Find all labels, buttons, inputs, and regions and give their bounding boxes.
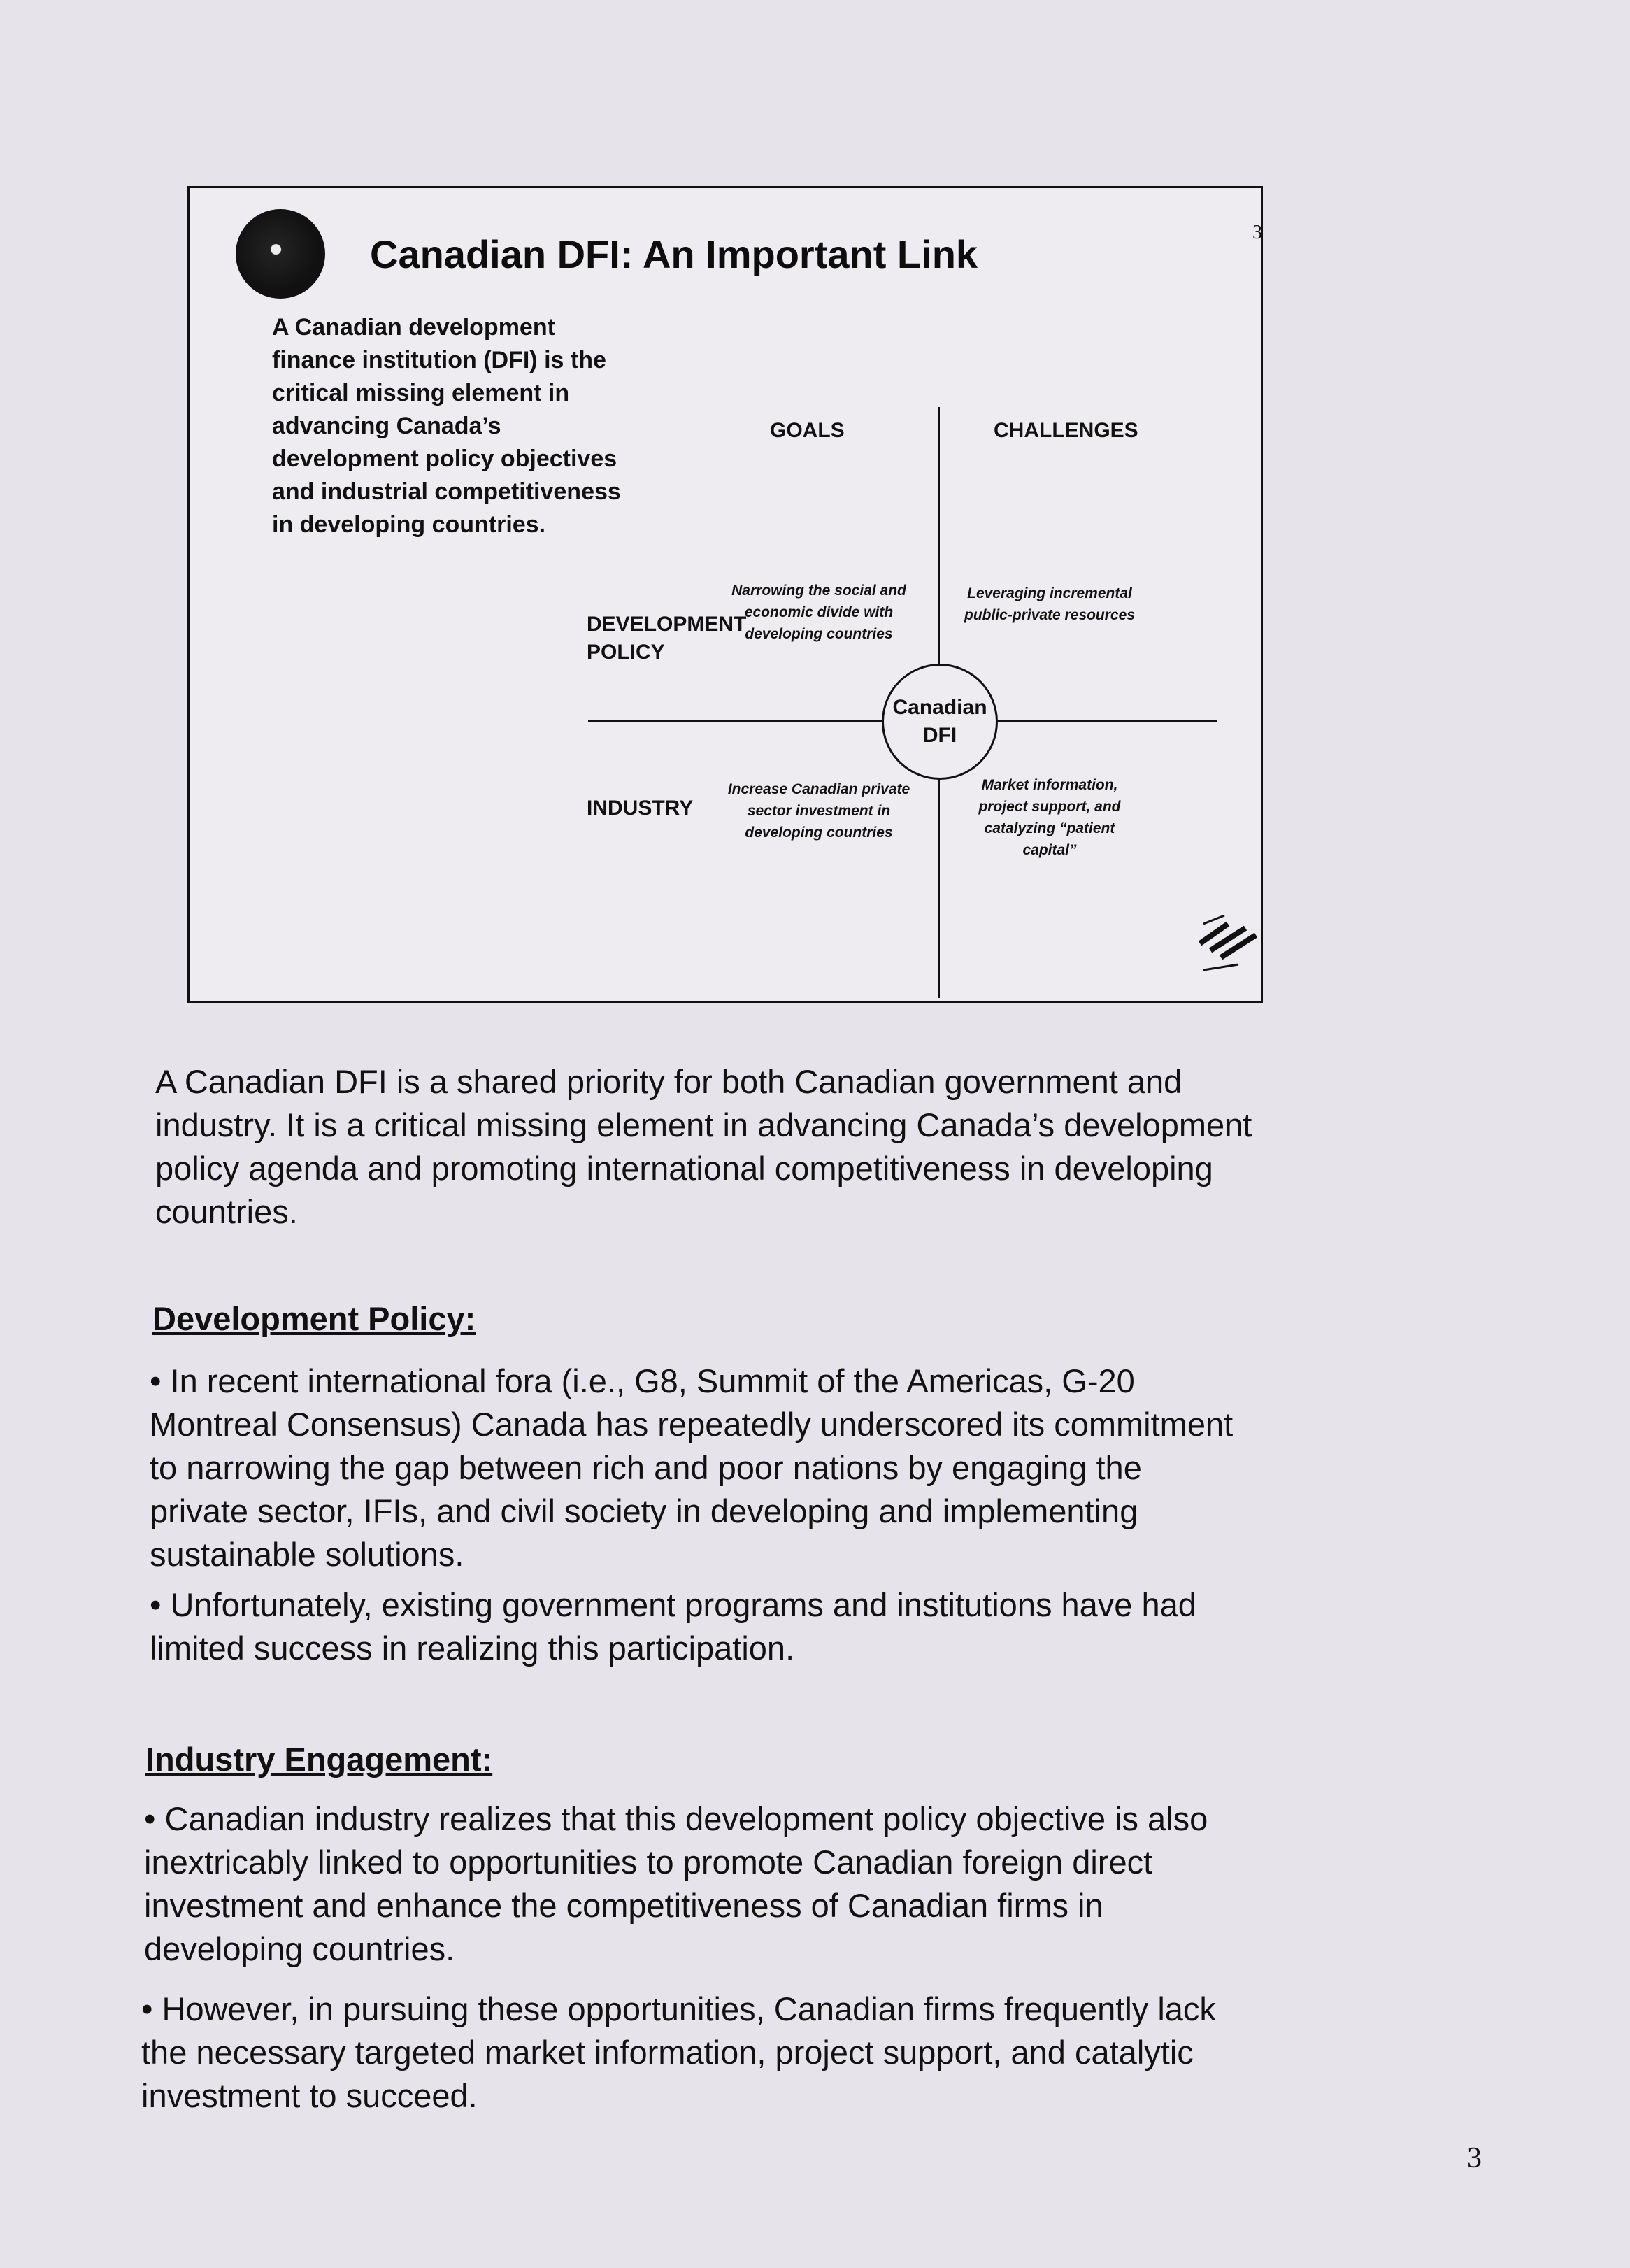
matrix-cell-dev-goal: Narrowing the social and economic divide with developing countries	[731, 583, 906, 642]
matrix-row-label-line2: POLICY	[587, 641, 665, 664]
slide-image	[187, 186, 1263, 1003]
matrix-row-label-line1: DEVELOPMENT	[587, 613, 747, 636]
development-policy-heading: Development Policy:	[152, 1300, 476, 1337]
industry-engagement-heading: Industry Engagement:	[145, 1741, 493, 1778]
globe-logo-icon	[236, 209, 325, 299]
industry-engagement-bullet-2: • However, in pursuing these opportunities, Canadian firms frequently lack the necessary targeted market information, project support, and catalytic investment to succeed.	[141, 1990, 1216, 2114]
matrix-column-challenges: CHALLENGES	[994, 419, 1138, 442]
matrix-cell-dev-challenge: Leveraging incremental public-private resources	[964, 585, 1135, 623]
industry-engagement-bullet-1: • Canadian industry realizes that this development policy objective is also inextricably linked to opportunities to promote Canadian foreign direct investment and enhance the competitiveness of Canadian firms in developing countries.	[144, 1800, 1208, 1967]
slide-body-text: A Canadian development finance institution (DFI) is the critical missing element in advancing Canada’s development policy objectives and industrial competitiveness in developing countries.	[272, 314, 621, 538]
page-number: 3	[1467, 2142, 1482, 2174]
slide-title: Canadian DFI: An Important Link	[370, 232, 978, 276]
circle-label-line1: Canadian	[892, 696, 987, 719]
development-policy-bullet-1: • In recent international fora (i.e., G8, Summit of the Americas, G-20 Montreal Consensus) Canada has repeatedly underscored its commitment to narrowing the gap between rich and poor nations by engaging the private sector, IFIs, and civil society in developing and implementing sustainable solutions.	[150, 1362, 1234, 1573]
canadian-dfi-circle	[882, 664, 998, 780]
intro-paragraph: A Canadian DFI is a shared priority for both Canadian government and industry. It is a critical missing element in advancing Canada’s development policy agenda and promoting international competitiveness in developing countries.	[155, 1063, 1252, 1230]
development-policy-bullet-2: • Unfortunately, existing government programs and institutions have had limited success in realizing this participation.	[150, 1586, 1196, 1667]
matrix-cell-industry-challenge: Market information, project support, and catalyzing “patient capital”	[978, 777, 1121, 858]
matrix-column-goals: GOALS	[770, 419, 845, 442]
corner-stripes-icon	[1196, 915, 1259, 971]
circle-label-line2: DFI	[922, 724, 957, 747]
matrix-row-industry: INDUSTRY	[587, 797, 694, 820]
slide-number: 3	[1252, 222, 1262, 243]
matrix-cell-industry-goal: Increase Canadian private sector investment in developing countries	[727, 781, 910, 841]
